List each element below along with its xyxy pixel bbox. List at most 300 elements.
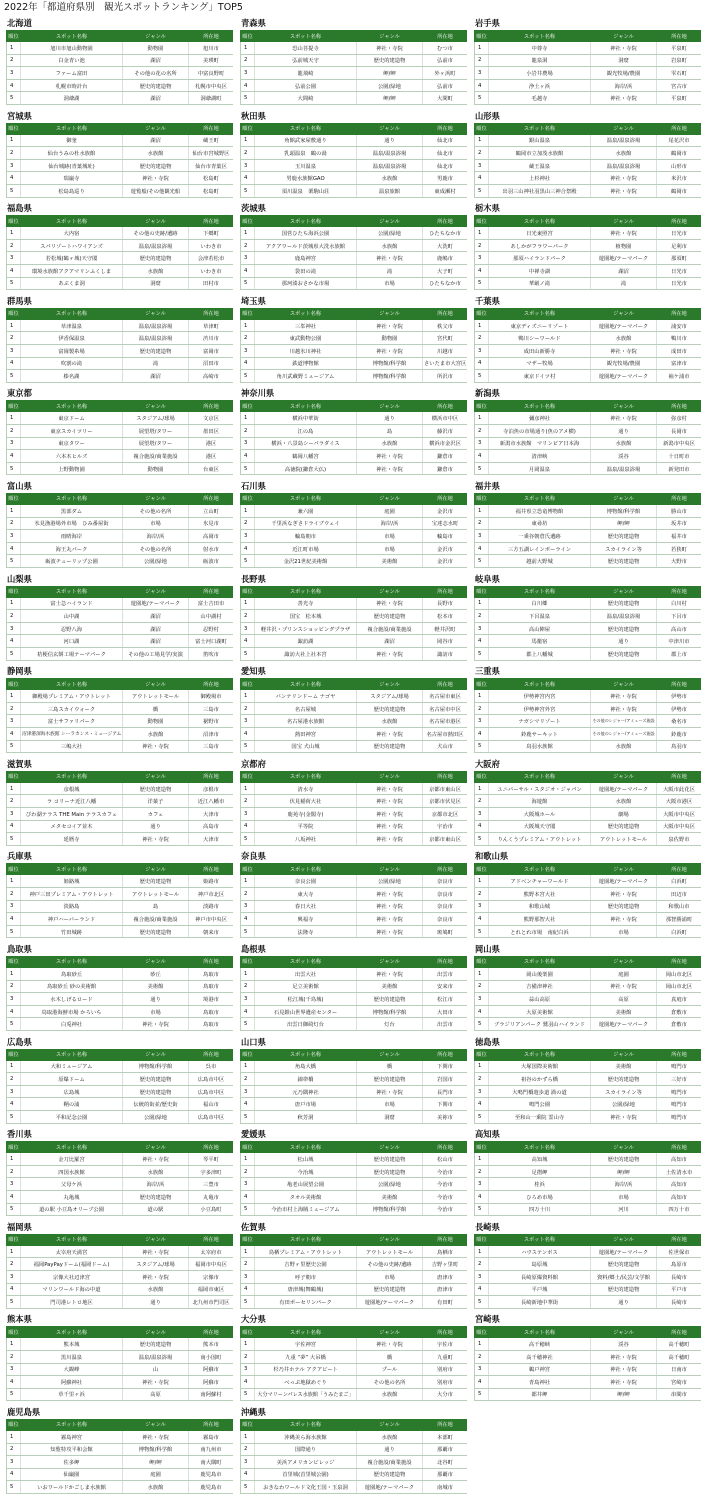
cell-rank: 4 bbox=[241, 635, 255, 648]
table-row bbox=[475, 1338, 702, 1351]
column-header-city: 所在地 bbox=[423, 216, 468, 227]
cell-rank: 3 bbox=[475, 159, 489, 172]
cell-city: 阿蘇市 bbox=[189, 1376, 234, 1389]
cell-genre: 遊園地/テーマパーク bbox=[591, 875, 657, 888]
cell-city: 袖ケ浦市 bbox=[657, 370, 702, 383]
cell-genre: カフェ bbox=[123, 807, 189, 820]
table-row bbox=[475, 159, 702, 172]
cell-rank: 3 bbox=[241, 1270, 255, 1283]
cell-genre: 岬/岬 bbox=[123, 1456, 189, 1469]
cell-spot: 鶴岡市立加茂水族館 bbox=[489, 147, 591, 160]
cell-spot: べっぷ地獄めぐり bbox=[255, 1376, 357, 1389]
column-header-genre: ジャンル bbox=[591, 31, 657, 42]
column-header-spot: スポット名称 bbox=[21, 123, 123, 134]
cell-city: 仙北市 bbox=[423, 134, 468, 147]
cell-city: 淡路市 bbox=[189, 900, 234, 913]
column-header-genre: ジャンル bbox=[591, 771, 657, 782]
column-header-rank: 順位 bbox=[241, 216, 255, 227]
cell-spot: 至和山一乗院 霊山寺 bbox=[489, 1110, 591, 1123]
cell-rank: 4 bbox=[475, 727, 489, 740]
table-row bbox=[241, 1296, 468, 1309]
cell-rank: 2 bbox=[7, 1350, 21, 1363]
cell-spot: 奈良公園 bbox=[255, 875, 357, 888]
prefecture-block bbox=[474, 296, 701, 389]
column-header-genre: ジャンル bbox=[357, 1419, 423, 1430]
cell-genre: 歴史的建造物 bbox=[357, 610, 423, 623]
cell-genre: 神社・寺院 bbox=[591, 42, 657, 55]
cell-rank: 1 bbox=[241, 227, 255, 240]
cell-city: 尾花沢市 bbox=[657, 134, 702, 147]
column-header-city: 所在地 bbox=[423, 1234, 468, 1245]
cell-city: 鹿児島市 bbox=[189, 1481, 234, 1494]
cell-genre: 歴史的建造物 bbox=[357, 1165, 423, 1178]
prefecture-block bbox=[474, 388, 701, 481]
cell-genre: 歴史的建造物 bbox=[591, 1073, 657, 1086]
cell-rank: 4 bbox=[475, 357, 489, 370]
column-header-city: 所在地 bbox=[189, 216, 234, 227]
cell-rank: 1 bbox=[241, 1153, 255, 1166]
cell-rank: 1 bbox=[7, 597, 21, 610]
cell-city: 裾野市 bbox=[189, 715, 234, 728]
cell-city: 名古屋市熱田区 bbox=[423, 727, 468, 740]
table-row bbox=[241, 555, 468, 568]
cell-city: 南九州市 bbox=[189, 1443, 234, 1456]
prefecture-block bbox=[474, 1129, 701, 1222]
prefecture-name: 岡山県 bbox=[475, 943, 500, 954]
cell-city: 土佐清水市 bbox=[657, 1165, 702, 1178]
cell-genre: 歴史的建造物 bbox=[123, 79, 189, 92]
column-header-genre: ジャンル bbox=[357, 586, 423, 597]
cell-spot: 高千穂神社 bbox=[489, 1350, 591, 1363]
column-header-city: 所在地 bbox=[423, 1049, 468, 1060]
cell-genre: 水族館 bbox=[123, 727, 189, 740]
column-header-city: 所在地 bbox=[657, 1234, 702, 1245]
cell-city: いわき市 bbox=[189, 264, 234, 277]
ranking-table bbox=[474, 1234, 701, 1309]
table-row bbox=[7, 820, 234, 833]
column-header-spot: スポット名称 bbox=[255, 679, 357, 690]
cell-rank: 2 bbox=[7, 424, 21, 437]
cell-genre: 美術館 bbox=[357, 555, 423, 568]
prefecture-name: 青森県 bbox=[241, 18, 266, 28]
cell-rank: 3 bbox=[475, 530, 489, 543]
table-row bbox=[241, 1110, 468, 1123]
cell-rank: 1 bbox=[475, 967, 489, 980]
prefecture-block bbox=[6, 203, 233, 296]
cell-genre: 遊園地/テーマパーク bbox=[591, 782, 657, 795]
cell-city: 倉敷市 bbox=[657, 1018, 702, 1031]
cell-spot: 大内宿 bbox=[21, 227, 123, 240]
cell-spot: 神戸三田プレミアム・アウトレット bbox=[21, 887, 123, 900]
column-header-rank: 順位 bbox=[241, 1419, 255, 1430]
cell-city: 日光市 bbox=[657, 264, 702, 277]
cell-spot: 沼津港深海水族館 シーラカンス・ミュージアム bbox=[21, 727, 123, 740]
cell-spot: 彦根城 bbox=[21, 782, 123, 795]
cell-rank: 5 bbox=[475, 1203, 489, 1216]
cell-genre: 温泉/温泉浴場 bbox=[123, 239, 189, 252]
cell-city: 鹿嶋市 bbox=[423, 252, 468, 265]
cell-genre: 市場 bbox=[123, 1005, 189, 1018]
cell-rank: 4 bbox=[7, 1468, 21, 1481]
cell-rank: 2 bbox=[475, 1165, 489, 1178]
cell-city: 大阪市此花区 bbox=[657, 782, 702, 795]
cell-city: 大野市 bbox=[657, 555, 702, 568]
cell-spot: 青島神社 bbox=[489, 1376, 591, 1389]
cell-rank: 4 bbox=[7, 1376, 21, 1389]
table-row bbox=[7, 277, 234, 290]
prefecture-name: 新潟県 bbox=[475, 388, 500, 399]
column-header-rank: 順位 bbox=[7, 1234, 21, 1245]
prefecture-name: 北海道 bbox=[7, 18, 32, 28]
cell-rank: 5 bbox=[7, 92, 21, 105]
cell-city: むつ市 bbox=[423, 42, 468, 55]
cell-spot: 黒川温泉 bbox=[21, 1350, 123, 1363]
cell-rank: 5 bbox=[7, 370, 21, 383]
cell-city: 那覇市 bbox=[423, 1443, 468, 1456]
cell-spot: 大和ミュージアム bbox=[21, 1060, 123, 1073]
cell-rank: 5 bbox=[241, 184, 255, 197]
cell-genre: 温泉/温泉浴場 bbox=[123, 319, 189, 332]
cell-rank: 5 bbox=[7, 1296, 21, 1309]
cell-city: 鶴岡市 bbox=[657, 147, 702, 160]
table-row bbox=[475, 993, 702, 1006]
cell-spot: 千里浜なぎさドライブウェイ bbox=[255, 517, 357, 530]
column-header-genre: ジャンル bbox=[591, 401, 657, 412]
column-header-city: 所在地 bbox=[423, 123, 468, 134]
prefecture-name: 岐阜県 bbox=[475, 573, 500, 584]
cell-city: 鳥羽市 bbox=[657, 740, 702, 753]
cell-genre: 市場 bbox=[591, 925, 657, 938]
table-row bbox=[475, 622, 702, 635]
cell-spot: 首里城(首里城公園) bbox=[255, 1468, 357, 1481]
prefecture-name: 佐賀県 bbox=[241, 1221, 266, 1232]
cell-rank: 2 bbox=[475, 147, 489, 160]
table-row bbox=[241, 913, 468, 926]
column-header-rank: 順位 bbox=[475, 956, 489, 967]
cell-city: 神戸市北区 bbox=[189, 887, 234, 900]
cell-city: 大阪市中央区 bbox=[657, 820, 702, 833]
cell-spot: 高徳院(鎌倉大仏) bbox=[255, 462, 357, 475]
column-header-rank: 順位 bbox=[475, 123, 489, 134]
column-header-genre: ジャンル bbox=[591, 956, 657, 967]
cell-genre: 通り bbox=[357, 1443, 423, 1456]
cell-rank: 1 bbox=[475, 319, 489, 332]
cell-genre: 美術館 bbox=[591, 1005, 657, 1018]
table-row bbox=[241, 1018, 468, 1031]
cell-spot: 軽井沢・プリンスショッピングプラザ bbox=[255, 622, 357, 635]
cell-city: 吉野ヶ里町 bbox=[423, 1258, 468, 1271]
cell-rank: 3 bbox=[475, 715, 489, 728]
table-row bbox=[241, 67, 468, 80]
cell-genre: その他の名所 bbox=[357, 1376, 423, 1389]
cell-rank: 4 bbox=[241, 1283, 255, 1296]
cell-genre: 温泉/温泉浴場 bbox=[591, 159, 657, 172]
prefecture-name: 奈良県 bbox=[241, 851, 266, 862]
cell-spot: 四万十川 bbox=[489, 1203, 591, 1216]
table-row bbox=[7, 1338, 234, 1351]
table-row bbox=[7, 462, 234, 475]
table-row bbox=[475, 357, 702, 370]
cell-genre: 水族館 bbox=[123, 1283, 189, 1296]
cell-genre: 神社・寺院 bbox=[591, 913, 657, 926]
table-header-row bbox=[475, 586, 702, 597]
cell-rank: 5 bbox=[475, 370, 489, 383]
table-header-row bbox=[475, 401, 702, 412]
cell-genre: 市場 bbox=[123, 517, 189, 530]
column-header-rank: 順位 bbox=[241, 771, 255, 782]
cell-spot: 原爆ドーム bbox=[21, 1073, 123, 1086]
ranking-table bbox=[6, 1326, 233, 1401]
cell-rank: 5 bbox=[241, 1018, 255, 1031]
table-row bbox=[7, 702, 234, 715]
cell-spot: 龍泉洞 bbox=[489, 54, 591, 67]
ranking-table bbox=[6, 493, 233, 568]
cell-spot: 海王丸パーク bbox=[21, 542, 123, 555]
cell-spot: 国営ひたち海浜公園 bbox=[255, 227, 357, 240]
cell-rank: 4 bbox=[475, 1190, 489, 1203]
prefecture-name: 三重県 bbox=[475, 666, 500, 677]
cell-city: 今治市 bbox=[423, 1165, 468, 1178]
column-header-spot: スポット名称 bbox=[255, 1142, 357, 1153]
cell-rank: 1 bbox=[475, 690, 489, 703]
cell-spot: 玉川温泉 bbox=[255, 159, 357, 172]
table-row bbox=[241, 412, 468, 425]
cell-city: 秩父市 bbox=[423, 319, 468, 332]
cell-genre: 湖沼 bbox=[123, 610, 189, 623]
cell-city: 琴平町 bbox=[189, 1153, 234, 1166]
table-header-row bbox=[241, 401, 468, 412]
column-header-genre: ジャンル bbox=[591, 1142, 657, 1153]
cell-genre: 歴史的建造物 bbox=[357, 1153, 423, 1166]
table-header-row bbox=[7, 679, 234, 690]
table-row bbox=[241, 900, 468, 913]
cell-city: 北九州市門司区 bbox=[189, 1296, 234, 1309]
cell-rank: 1 bbox=[7, 967, 21, 980]
cell-rank: 5 bbox=[241, 833, 255, 846]
cell-rank: 4 bbox=[7, 635, 21, 648]
cell-spot: 三方五湖レインボーライン bbox=[489, 542, 591, 555]
prefecture-name: 宮崎県 bbox=[475, 1314, 500, 1325]
cell-spot: 草千里ヶ浜 bbox=[21, 1388, 123, 1401]
prefecture-block bbox=[6, 851, 233, 944]
cell-genre: 市場 bbox=[357, 530, 423, 543]
cell-rank: 1 bbox=[241, 412, 255, 425]
cell-spot: 白金青い池 bbox=[21, 54, 123, 67]
cell-city: 仙台市宮城野区 bbox=[189, 147, 234, 160]
cell-spot: 一乗谷朝倉氏遺跡 bbox=[489, 530, 591, 543]
cell-city: 長岡市 bbox=[657, 424, 702, 437]
cell-rank: 5 bbox=[475, 740, 489, 753]
cell-rank: 2 bbox=[7, 702, 21, 715]
prefecture-block bbox=[6, 1407, 233, 1500]
cell-rank: 2 bbox=[7, 54, 21, 67]
cell-city: 福岡市東区 bbox=[189, 1283, 234, 1296]
cell-genre: 湖沼 bbox=[123, 622, 189, 635]
cell-genre: 洋菓子 bbox=[123, 795, 189, 808]
cell-city: 草津町 bbox=[189, 319, 234, 332]
table-row bbox=[475, 79, 702, 92]
column-header-genre: ジャンル bbox=[123, 493, 189, 504]
table-row bbox=[475, 727, 702, 740]
column-header-rank: 順位 bbox=[7, 1419, 21, 1430]
table-header-row bbox=[241, 1049, 468, 1060]
ranking-table bbox=[240, 215, 467, 290]
cell-city: 山中湖村 bbox=[189, 610, 234, 623]
column-header-rank: 順位 bbox=[241, 1049, 255, 1060]
prefecture-block bbox=[474, 111, 701, 204]
column-header-spot: スポット名称 bbox=[255, 308, 357, 319]
column-header-spot: スポット名称 bbox=[255, 1327, 357, 1338]
ranking-table bbox=[240, 123, 467, 198]
cell-city: 今治市 bbox=[423, 1190, 468, 1203]
table-row bbox=[7, 1350, 234, 1363]
cell-city: 仙北市 bbox=[423, 147, 468, 160]
column-header-city: 所在地 bbox=[189, 31, 234, 42]
cell-city: 白川村 bbox=[657, 597, 702, 610]
cell-city: 金沢市 bbox=[423, 542, 468, 555]
cell-spot: 東京タワー bbox=[21, 437, 123, 450]
table-header-row bbox=[241, 956, 468, 967]
cell-rank: 2 bbox=[7, 239, 21, 252]
table-row bbox=[7, 1296, 234, 1309]
cell-rank: 4 bbox=[241, 79, 255, 92]
cell-spot: ラ コリーナ近江八幡 bbox=[21, 795, 123, 808]
cell-city: 東成瀬村 bbox=[423, 184, 468, 197]
cell-genre: 洞窟 bbox=[357, 1110, 423, 1123]
cell-city: 朝来市 bbox=[189, 925, 234, 938]
cell-rank: 4 bbox=[475, 820, 489, 833]
prefecture-block bbox=[6, 944, 233, 1037]
cell-genre: 公園/緑地 bbox=[357, 1178, 423, 1191]
cell-rank: 2 bbox=[241, 1350, 255, 1363]
cell-spot: 高山陣屋 bbox=[489, 622, 591, 635]
column-header-city: 所在地 bbox=[657, 31, 702, 42]
ranking-table bbox=[474, 586, 701, 661]
ranking-table bbox=[240, 1234, 467, 1309]
table-row bbox=[475, 807, 702, 820]
cell-city: 鎌倉市 bbox=[423, 462, 468, 475]
cell-spot: 延暦寺 bbox=[21, 833, 123, 846]
column-header-rank: 順位 bbox=[241, 1327, 255, 1338]
column-header-genre: ジャンル bbox=[591, 1234, 657, 1245]
cell-rank: 3 bbox=[241, 159, 255, 172]
cell-spot: 郡上八幡城 bbox=[489, 647, 591, 660]
cell-rank: 4 bbox=[7, 820, 21, 833]
cell-rank: 3 bbox=[7, 1456, 21, 1469]
column-header-spot: スポット名称 bbox=[21, 586, 123, 597]
cell-genre: 神社・寺院 bbox=[123, 1018, 189, 1031]
column-header-genre: ジャンル bbox=[357, 956, 423, 967]
cell-rank: 1 bbox=[7, 412, 21, 425]
cell-city: 広島市中区 bbox=[189, 1073, 234, 1086]
cell-city: 鳴門市 bbox=[657, 1098, 702, 1111]
cell-city: 沼田市 bbox=[189, 357, 234, 370]
cell-genre: 水族館 bbox=[123, 264, 189, 277]
column-header-rank: 順位 bbox=[7, 123, 21, 134]
cell-genre: 公園/緑地 bbox=[357, 227, 423, 240]
cell-spot: 鳥取砂丘 砂の美術館 bbox=[21, 980, 123, 993]
cell-spot: 龍飛崎 bbox=[255, 67, 357, 80]
cell-spot: 名古屋城 bbox=[255, 702, 357, 715]
cell-genre: 神社・寺院 bbox=[591, 887, 657, 900]
cell-rank: 1 bbox=[7, 1060, 21, 1073]
table-row bbox=[7, 134, 234, 147]
cell-rank: 2 bbox=[241, 887, 255, 900]
cell-genre: 歴史的建造物 bbox=[123, 925, 189, 938]
cell-spot: マリンワールド海の中道 bbox=[21, 1283, 123, 1296]
cell-rank: 3 bbox=[475, 993, 489, 1006]
cell-genre: アウトレットモール bbox=[123, 690, 189, 703]
cell-genre: 公園/緑地 bbox=[123, 1110, 189, 1123]
cell-rank: 3 bbox=[475, 252, 489, 265]
prefecture-name: 大分県 bbox=[241, 1314, 266, 1325]
cell-spot: 旭川市旭山動物園 bbox=[21, 42, 123, 55]
cell-city: 犬山市 bbox=[423, 740, 468, 753]
column-header-city: 所在地 bbox=[189, 864, 234, 875]
cell-city: 米沢市 bbox=[657, 172, 702, 185]
cell-genre: 複合施設/商業施設 bbox=[123, 450, 189, 463]
cell-rank: 5 bbox=[475, 277, 489, 290]
cell-city: 呉市 bbox=[189, 1060, 234, 1073]
table-row bbox=[475, 1190, 702, 1203]
cell-rank: 5 bbox=[241, 740, 255, 753]
cell-spot: 上杉神社 bbox=[489, 172, 591, 185]
cell-genre: 神社・寺院 bbox=[591, 1376, 657, 1389]
cell-rank: 4 bbox=[241, 1376, 255, 1389]
cell-city: 斑鳩町 bbox=[423, 925, 468, 938]
cell-city: 太宰府市 bbox=[189, 1245, 234, 1258]
prefecture-block bbox=[474, 481, 701, 574]
cell-city: 広島市中区 bbox=[189, 1110, 234, 1123]
table-row bbox=[241, 239, 468, 252]
column-header-spot: スポット名称 bbox=[21, 1327, 123, 1338]
table-row bbox=[475, 1258, 702, 1271]
column-header-city: 所在地 bbox=[657, 679, 702, 690]
table-row bbox=[241, 782, 468, 795]
table-row bbox=[241, 1178, 468, 1191]
cell-genre: アウトレットモール bbox=[123, 887, 189, 900]
column-header-city: 所在地 bbox=[189, 1234, 234, 1245]
table-row bbox=[7, 370, 234, 383]
cell-genre: 資料/郷土/民芸/文学館 bbox=[591, 1270, 657, 1283]
cell-rank: 2 bbox=[475, 54, 489, 67]
cell-spot: 松島島巡り bbox=[21, 184, 123, 197]
cell-spot: 東尋坊 bbox=[489, 517, 591, 530]
prefecture-name: 徳島県 bbox=[475, 1036, 500, 1047]
cell-rank: 4 bbox=[7, 1190, 21, 1203]
cell-genre: 水族館 bbox=[357, 1388, 423, 1401]
cell-city: 那覇市 bbox=[423, 1468, 468, 1481]
cell-genre: 神社・寺院 bbox=[357, 900, 423, 913]
cell-genre: 博物館/科学館 bbox=[357, 1203, 423, 1216]
cell-genre: 渓谷 bbox=[591, 450, 657, 463]
table-row bbox=[475, 1388, 702, 1401]
cell-spot: 江の島 bbox=[255, 424, 357, 437]
cell-genre: 神社・寺院 bbox=[591, 92, 657, 105]
column-header-spot: スポット名称 bbox=[255, 771, 357, 782]
cell-spot: 吉備津神社 bbox=[489, 980, 591, 993]
prefecture-block bbox=[474, 759, 701, 852]
cell-spot: 神戸ハーバーランド bbox=[21, 913, 123, 926]
cell-spot: 鳥取港海鮮市場 かろいち bbox=[21, 1005, 123, 1018]
cell-genre: 温泉/温泉浴場 bbox=[591, 134, 657, 147]
table-header-row bbox=[241, 1142, 468, 1153]
cell-spot: 鴨川シーワールド bbox=[489, 332, 591, 345]
cell-spot: 竹田城跡 bbox=[21, 925, 123, 938]
cell-spot: 鵜戸神宮 bbox=[489, 1363, 591, 1376]
table-row bbox=[241, 740, 468, 753]
cell-genre: 神社・寺院 bbox=[357, 597, 423, 610]
